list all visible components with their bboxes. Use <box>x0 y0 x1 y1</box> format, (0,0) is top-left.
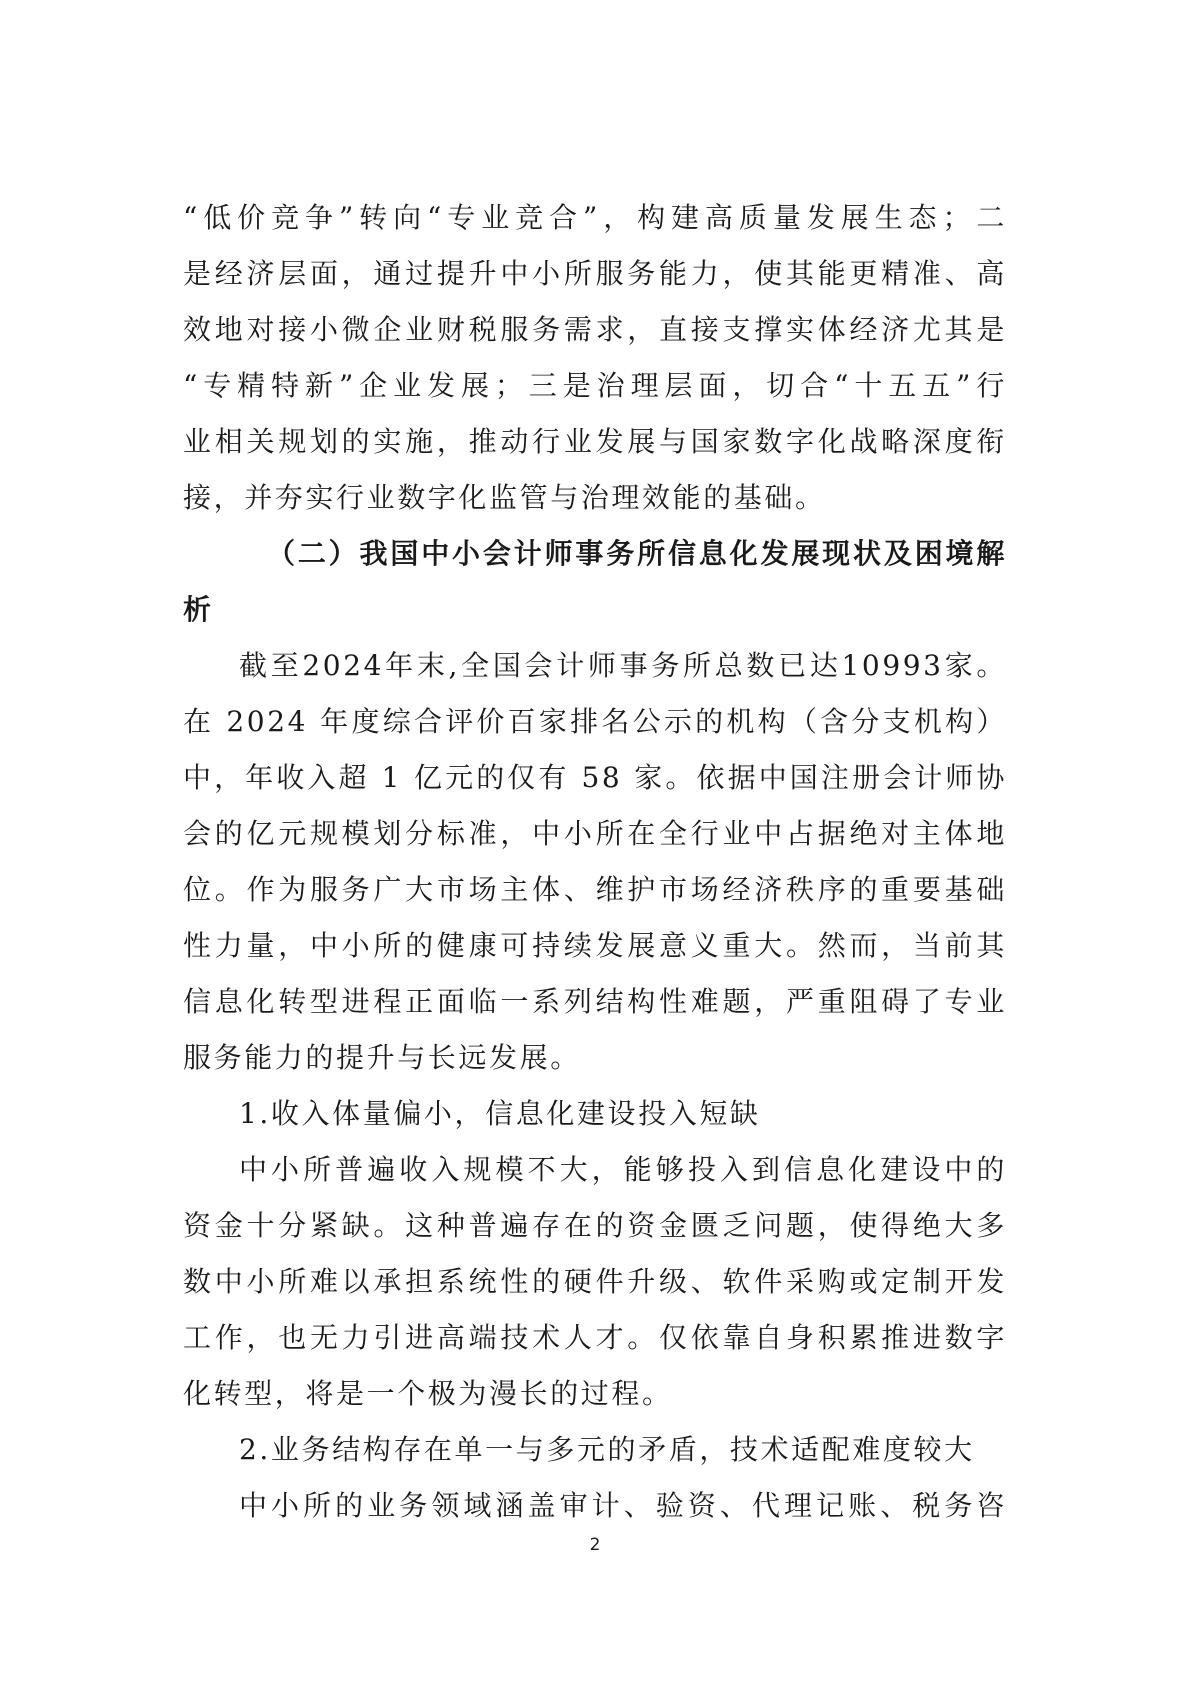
paragraph-line: 服务能力的提升与长远发展。 <box>183 1041 581 1074</box>
paragraph-line: 效地对接小微企业财税服务需求，直接支撑实体经济尤其是 <box>183 313 1007 346</box>
page-number: 2 <box>589 1535 601 1555</box>
paragraph-line: 接，并夯实行业数字化监管与治理效能的基础。 <box>183 481 826 514</box>
subsection-heading: 2.业务结构存在单一与多元的矛盾，技术适配难度较大 <box>239 1433 975 1466</box>
subsection-heading: 1.收入体量偏小，信息化建设投入短缺 <box>239 1097 761 1130</box>
paragraph-line: “专精特新”企业发展；三是治理层面，切合“十五五”行 <box>183 369 1007 402</box>
paragraph-line: 中，年收入超 1 亿元的仅有 58 家。依据中国注册会计师协 <box>183 761 1007 794</box>
paragraph-line: 位。作为服务广大市场主体、维护市场经济秩序的重要基础 <box>183 873 1007 906</box>
paragraph-line: 在 2024 年度综合评价百家排名公示的机构（含分支机构） <box>183 705 1007 738</box>
paragraph-line: 数中小所难以承担系统性的硬件升级、软件采购或定制开发 <box>183 1265 1007 1298</box>
paragraph-line: 中小所的业务领域涵盖审计、验资、代理记账、税务咨 <box>239 1489 1007 1522</box>
paragraph-line: 化转型，将是一个极为漫长的过程。 <box>183 1377 673 1410</box>
paragraph-line: 信息化转型进程正面临一系列结构性难题，严重阻碍了专业 <box>183 985 1007 1018</box>
paragraph-line: 截至2024年末,全国会计师事务所总数已达10993家。 <box>239 649 1007 682</box>
paragraph-line: 业相关规划的实施，推动行业发展与国家数字化战略深度衔 <box>183 425 1007 458</box>
paragraph-line: 会的亿元规模划分标准，中小所在全行业中占据绝对主体地 <box>183 817 1007 850</box>
section-heading: （二）我国中小会计师事务所信息化发展现状及困境解 <box>267 537 1007 570</box>
paragraph-line: 资金十分紧缺。这种普遍存在的资金匮乏问题，使得绝大多 <box>183 1209 1007 1242</box>
paragraph-line: 是经济层面，通过提升中小所服务能力，使其能更精准、高 <box>183 257 1007 290</box>
section-heading: 析 <box>183 593 214 626</box>
paragraph-line: “低价竞争”转向“专业竞合”，构建高质量发展生态；二 <box>183 201 1007 234</box>
document-body <box>183 190 1007 1534</box>
paragraph-line: 中小所普遍收入规模不大，能够投入到信息化建设中的 <box>239 1153 1007 1186</box>
paragraph-line: 工作，也无力引进高端技术人才。仅依靠自身积累推进数字 <box>183 1321 1007 1354</box>
paragraph-line: 性力量，中小所的健康可持续发展意义重大。然而，当前其 <box>183 929 1007 962</box>
